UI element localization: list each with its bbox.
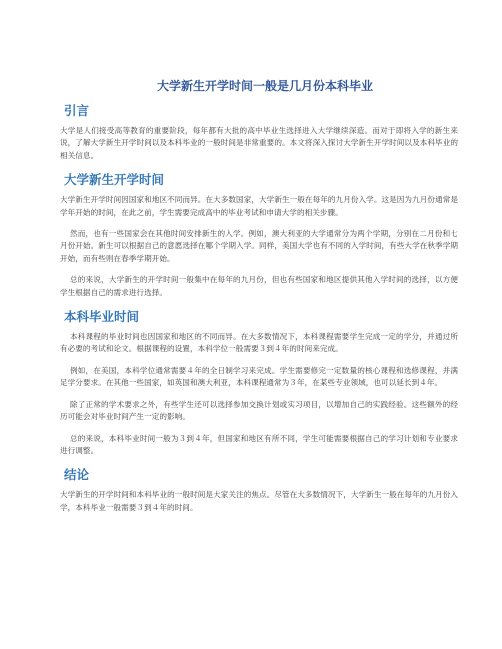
paragraph: 大学新生的开学时间和本科毕业的一般时间是大家关注的焦点。尽管在大多数情况下，大学新生一般在每年的九月份入学，本科毕业一般需要３到４年的时间。 bbox=[60, 490, 458, 512]
section-heading: 本科毕业时间 bbox=[64, 309, 140, 325]
section-heading: 结论 bbox=[64, 467, 90, 483]
section-heading: 引言 bbox=[64, 103, 90, 118]
paragraph: 总的来说，本科毕业时间一般为３到４年，但国家和地区有所不同，学生可能需要根据自己的学习计划和专业要求进行调整。 bbox=[60, 433, 458, 455]
section-introduction bbox=[60, 102, 458, 162]
paragraph: 大学是人们接受高等教育的重要阶段，每年都有大批的高中毕业生选择进入大学继续深造。而对于即将入学的新生来说，了解大学新生开学时间以及本科毕业的一般时间是非常重要的。本文将深入探讨大学新生开学时间以及本科毕业的相关信息。 bbox=[60, 126, 458, 160]
paragraph: 本科课程的毕业时间也因国家和地区的不同而异。在大多数情况下，本科课程需要学生完成一定的学分，并通过所有必要的考试和论文。根据课程的设置，本科学位一般需要３到４年的时间来完成。 bbox=[60, 332, 458, 354]
paragraph: 大学新生开学时间因国家和地区不同而异。在大多数国家，大学新生一般在每年的九月份入学。这是因为九月份通常是学年开始的时间，在此之前，学生需要完成高中的毕业考试和申请大学的相关步骤。 bbox=[60, 195, 458, 217]
paragraph: 总的来说，大学新生的开学时间一般集中在每年的九月份，但也有些国家和地区提供其他入学时间的选择，以方便学生根据自己的需求进行选择。 bbox=[60, 275, 458, 297]
section-enrollment-time bbox=[60, 171, 458, 299]
paragraph: 例如，在美国，本科学位通常需要４年的全日制学习来完成。学生需要修完一定数量的核心课程和选修课程，并满足学分要求。在其他一些国家，如英国和澳大利亚，本科课程通常为３年，在某些专业领域，也可以延长到４年。 bbox=[60, 365, 458, 388]
section-heading: 大学新生开学时间 bbox=[64, 172, 165, 188]
document-title: 大学新生开学时间一般是几月份本科毕业 bbox=[156, 79, 373, 93]
paragraph: 除了正常的学术要求之外，有些学生还可以选择参加交换计划或实习项目，以增加自己的实践经验。这些额外的经历可能会对毕业时间产生一定的影响。 bbox=[60, 399, 458, 422]
paragraph: 然而，也有一些国家会在其他时间安排新生的入学。例如，澳大利亚的大学通常分为两个学期，分别在二月份和七月份开始。新生可以根据自己的意愿选择在哪个学期入学。同样，美国大学也有不同的入学时间，有些大学在秋季学期开始，而有些则在春季学期开始。 bbox=[60, 229, 458, 263]
section-conclusion bbox=[60, 466, 458, 514]
section-graduation-time bbox=[60, 308, 458, 457]
